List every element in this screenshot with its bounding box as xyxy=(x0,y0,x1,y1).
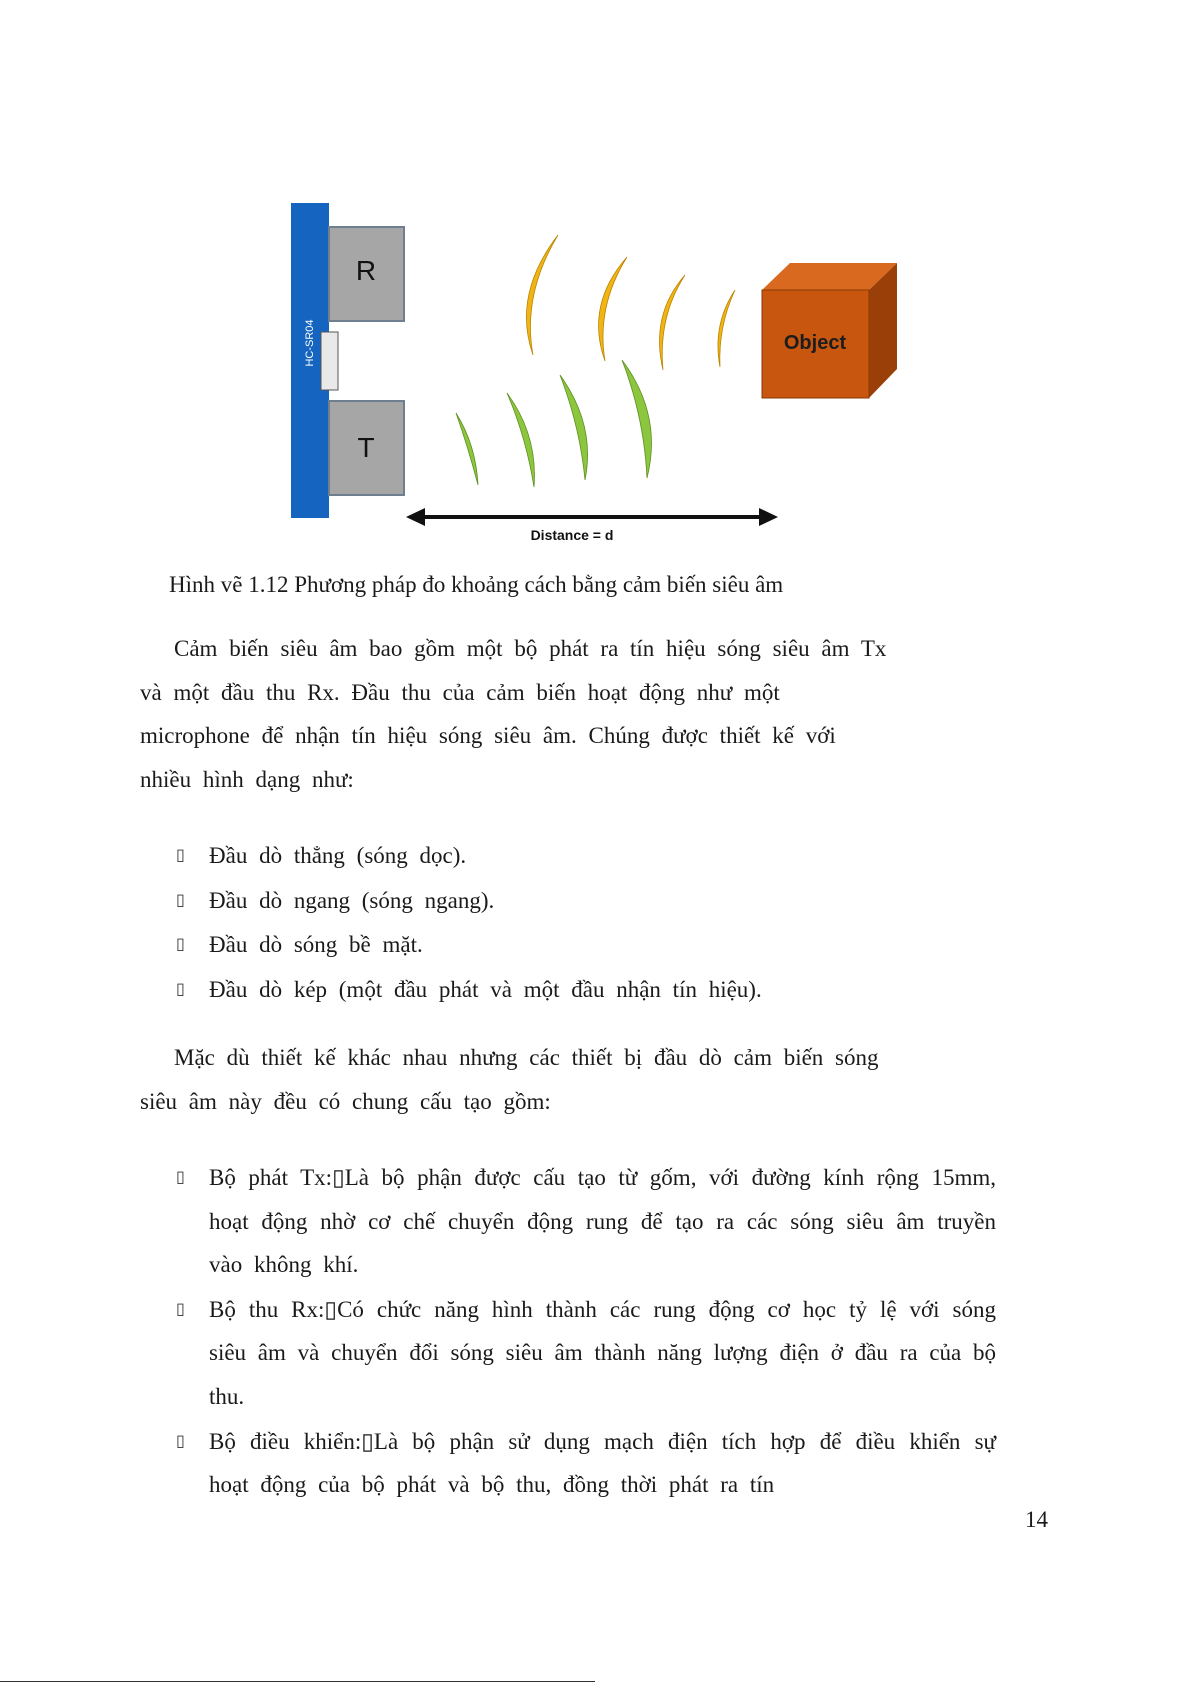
paragraph-structure xyxy=(140,1036,1011,1123)
distance-arrow xyxy=(406,508,778,526)
paragraph-line: nhiều hình dạng như: xyxy=(140,766,354,792)
paragraph-line: Mặc dù thiết kế khác nhau nhưng các thiết bị đầu dò cảm biến sóng xyxy=(174,1045,879,1070)
connector xyxy=(321,332,338,390)
list-item: ▯ Đầu dò sóng bề mặt. xyxy=(176,923,996,968)
bullet-icon: ▯ xyxy=(176,1432,185,1450)
probe-types-list xyxy=(176,834,996,1012)
receiver-label: R xyxy=(355,255,377,286)
emitted-waves xyxy=(456,360,651,487)
paragraph-line: siêu âm này đều có chung cấu tạo gồm: xyxy=(140,1088,551,1114)
reflected-waves xyxy=(526,235,735,370)
emitted-wave-4 xyxy=(622,360,651,478)
components-list xyxy=(176,1156,996,1508)
object-cube xyxy=(762,263,897,398)
list-item: ▯ Bộ thu Rx:▯Có chức năng hình thành các rung động cơ học tỷ lệ với sóng siêu âm và chuyển đổi sóng siêu âm thành năng lượng điện ở đầu ra của bộ thu. xyxy=(176,1288,996,1419)
reflected-wave-1 xyxy=(526,235,558,355)
reflected-wave-2 xyxy=(599,257,627,361)
paragraph-line: microphone để nhận tín hiệu sóng siêu âm. Chúng được thiết kế với xyxy=(140,723,836,749)
reflected-wave-3 xyxy=(659,275,685,370)
paragraph-sensor-intro xyxy=(140,627,1011,801)
reflected-wave-4 xyxy=(718,290,735,367)
footer-rule xyxy=(0,1681,595,1682)
bullet-icon: ▯ xyxy=(176,936,185,953)
bullet-icon: ▯ xyxy=(176,891,185,909)
paragraph-line: và một đầu thu Rx. Đầu thu của cảm biến hoạt động như một xyxy=(140,679,780,705)
list-item: ▯ Đầu dò ngang (sóng ngang). xyxy=(176,879,996,924)
module-label: HC-SR04 xyxy=(304,319,316,367)
object-label: Object xyxy=(783,332,847,354)
list-item: ▯ Bộ điều khiển:▯Là bộ phận sử dụng mạch điện tích hợp để điều khiển sự hoạt động của bộ phát và bộ thu, đồng thời phát ra tín xyxy=(176,1420,996,1507)
emitted-wave-3 xyxy=(560,375,588,480)
bullet-icon: ▯ xyxy=(176,1300,185,1318)
bullet-icon: ▯ xyxy=(176,847,185,864)
emitted-wave-1 xyxy=(456,413,478,485)
list-item: ▯ Đầu dò kép (một đầu phát và một đầu nhận tín hiệu). xyxy=(176,968,996,1013)
bullet-icon: ▯ xyxy=(176,1169,185,1186)
ultrasonic-diagram xyxy=(280,195,920,545)
emitted-wave-2 xyxy=(507,393,534,487)
paragraph-line: Cảm biến siêu âm bao gồm một bộ phát ra tín hiệu sóng siêu âm Tx xyxy=(174,636,887,661)
list-item: ▯ Đầu dò thẳng (sóng dọc). xyxy=(176,834,996,879)
page-number: 14 xyxy=(1025,1507,1048,1532)
bullet-icon: ▯ xyxy=(176,980,185,998)
figure-caption: Hình vẽ 1.12 Phương pháp đo khoảng cách bằng cảm biến siêu âm xyxy=(169,572,784,597)
distance-label: Distance = d xyxy=(530,527,614,543)
list-item: ▯ Bộ phát Tx:▯Là bộ phận được cấu tạo từ gốm, với đường kính rộng 15mm, hoạt động nhờ cơ chế chuyển động rung để tạo ra các sóng siêu âm truyền vào không khí. xyxy=(176,1156,996,1287)
transmitter-label: T xyxy=(357,432,375,463)
